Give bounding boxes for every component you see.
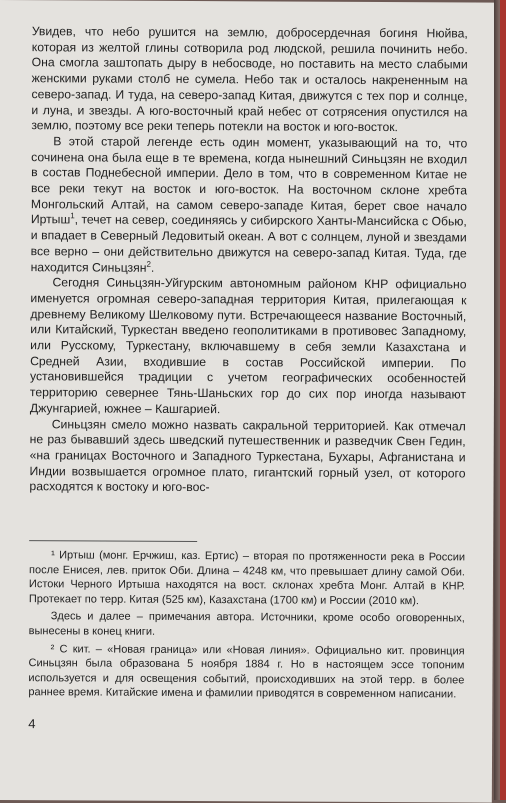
footnote-2: ² С кит. – «Новая граница» или «Новая линия». Официально кит. провинция Синьцзян была образована 5 ноября 1884 г. Но в настоящем эссе топоним используется и для освещения событий, происходивших на этой терр. в более раннее время. Китайские имена и фамилии приводятся в современном написании. bbox=[28, 642, 465, 701]
paragraph-2-end: . bbox=[150, 260, 155, 275]
paragraph-2-start: В этой старой легенде есть один момент, указывающий на то, что сочинена она была еще в те времена, когда нынешний Синьцзян не входил в состав Поднебесной империи. Дело в том, что в современном Китае не все реки текут на восток и юго-восток. На восточном склоне хребта Монгольский Алтай, на самом северо-западе Китая, берет свое начало Иртыш bbox=[30, 134, 468, 227]
paragraph-2-mid: , течет на север, соединяясь у сибирского Ханты-Мансийска с Обью, и впадает в Северный Ледовитый океан. А вот с солнцем, луной и звездами все верно – они действительно движутся на северо-запад Китая. Туда, где находится Синьцзян bbox=[30, 212, 467, 275]
paragraph-1: Увидев, что небо рушится на землю, добросердечная богиня Нюйва, которая из желтой глины сотворила род людской, решила починить небо. Она смогла заштопать дыру в небосводе, но поставить на место слабыми женскими руками столб не сумела. Небо так и осталось накрененным на северо-запад. И туда, на северо-запад Китая, движутся с тех пор и солнце, и луна, и звезды. А юго-восточный край небес от сотрясения опустился на землю, поэтому все реки теперь потекли на восток и юго-восток. bbox=[31, 24, 468, 135]
footnote-ref-1: 1 bbox=[70, 211, 75, 221]
book-cover-edge bbox=[500, 0, 506, 800]
footnote-1: ¹ Иртыш (монг. Ерчжиш, каз. Ертис) – вторая по протяженности река в России после Енисея, лев. приток Оби. Длина – 4248 км, что превышает длину самой Оби. Истоки Черного Иртыша находятся на вост. склонах хребта Монг. Алтай в КНР. Протекает по терр. Китая (525 км), Казахстана (1700 км) и России (2010 км). bbox=[28, 549, 466, 607]
footnote-divider bbox=[29, 540, 197, 542]
paragraph-2 bbox=[31, 134, 468, 278]
paragraph-3: Сегодня Синьцзян-Уйгурским автономным районом КНР официально именуется огромная северо-западная территория Китая, прилегающая к древнему Великому Шелковому пути. Встречающееся название Восточный, или Китайский, Туркестан введено геополитиками в противовес Западному, или Русскому, Туркестану, включавшему в себя земли Казахстана и Средней Азии, входившие в состав Российской империи. По установившейся традиции с учетом географических особенностей территорию севернее Тянь-Шаньских гор до сих пор иногда называют Джунгарией, южнее – Кашгарией. bbox=[29, 275, 467, 417]
footnote-ref-2: 2 bbox=[146, 259, 151, 269]
page-number: 4 bbox=[28, 716, 36, 732]
paragraph-4: Синьцзян смело можно назвать сакральной территорией. Как отмечал не раз бывавший здесь шведский путешественник и разведчик Свен Гедин, «на границах Восточного и Западного Туркестана, Бухары, Афганистана и Индии возвышается огромное плато, гигантский горный узел, от которого расходятся к востоку и юго-вос- bbox=[29, 416, 466, 495]
footnotes bbox=[28, 548, 465, 705]
main-text bbox=[29, 24, 467, 497]
footnote-author-note: Здесь и далее – примечания автора. Источники, кроме особо оговоренных, вынесены в конец книги. bbox=[28, 610, 465, 638]
